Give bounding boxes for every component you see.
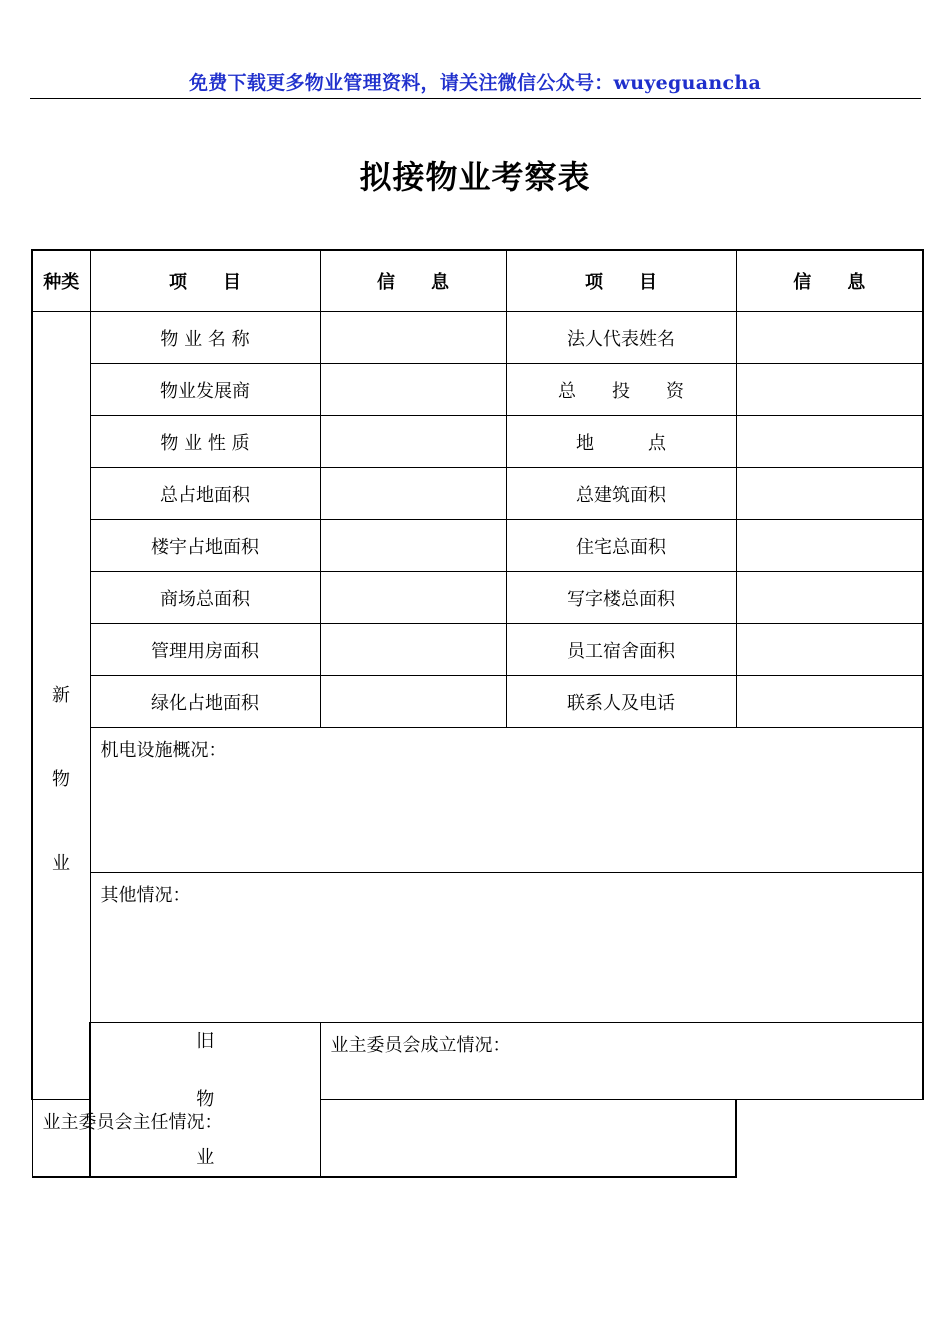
row-label-left: 物 业 名 称 bbox=[90, 312, 320, 364]
section-old-char-3: 业 bbox=[196, 1147, 215, 1168]
other-situation-label: 其他情况： bbox=[100, 885, 191, 906]
row-value-right[interactable] bbox=[736, 520, 923, 572]
row-label-left: 商场总面积 bbox=[90, 572, 320, 624]
row-value-left[interactable] bbox=[320, 364, 506, 416]
row-value-left[interactable] bbox=[320, 520, 506, 572]
table-row bbox=[32, 416, 923, 468]
committee-chair-note[interactable] bbox=[32, 1100, 736, 1178]
section-new-char-3: 业 bbox=[52, 853, 70, 874]
row-label-left: 管理用房面积 bbox=[90, 624, 320, 676]
committee-chair-label: 业主委员会主任情况： bbox=[42, 1112, 223, 1133]
note-row-committee-established bbox=[32, 1023, 923, 1100]
row-label-right: 联系人及电话 bbox=[506, 676, 736, 728]
row-value-left[interactable] bbox=[320, 468, 506, 520]
row-label-left: 总占地面积 bbox=[90, 468, 320, 520]
row-value-left[interactable] bbox=[320, 416, 506, 468]
note-row-committee-chair bbox=[32, 1100, 923, 1178]
header-item-left: 项 目 bbox=[90, 250, 320, 312]
row-label-right: 住宅总面积 bbox=[506, 520, 736, 572]
row-label-left: 物 业 性 质 bbox=[90, 416, 320, 468]
row-value-right[interactable] bbox=[736, 676, 923, 728]
row-label-right: 地 点 bbox=[506, 416, 736, 468]
header-category: 种类 bbox=[32, 250, 90, 312]
row-label-right: 法人代表姓名 bbox=[506, 312, 736, 364]
header-info-right: 信 息 bbox=[736, 250, 923, 312]
section-new-char-2: 物 bbox=[52, 769, 70, 790]
table-row bbox=[32, 676, 923, 728]
row-label-right: 员工宿舍面积 bbox=[506, 624, 736, 676]
inspection-form-table bbox=[31, 249, 924, 1178]
row-value-right[interactable] bbox=[736, 468, 923, 520]
page-title: 拟接物业考察表 bbox=[359, 158, 591, 196]
committee-established-label: 业主委员会成立情况： bbox=[330, 1035, 511, 1056]
table-row bbox=[32, 312, 923, 364]
mechanical-facilities-label: 机电设施概况： bbox=[100, 740, 227, 761]
header-info-left: 信 息 bbox=[320, 250, 506, 312]
committee-established-note[interactable] bbox=[320, 1023, 923, 1100]
table-row bbox=[32, 572, 923, 624]
header-banner: 免费下载更多物业管理资料，请关注微信公众号：wuyeguancha bbox=[188, 72, 762, 94]
note-row-other bbox=[32, 873, 923, 1023]
section-old-char-2: 物 bbox=[196, 1089, 215, 1110]
other-situation-note[interactable] bbox=[90, 873, 923, 1023]
row-label-left: 楼宇占地面积 bbox=[90, 520, 320, 572]
mechanical-facilities-note[interactable] bbox=[90, 728, 923, 873]
section-old-char-1: 旧 bbox=[196, 1031, 215, 1052]
section-new-property bbox=[32, 312, 90, 1100]
row-value-left[interactable] bbox=[320, 676, 506, 728]
row-value-right[interactable] bbox=[736, 624, 923, 676]
row-label-right: 总建筑面积 bbox=[506, 468, 736, 520]
row-value-right[interactable] bbox=[736, 364, 923, 416]
row-value-left[interactable] bbox=[320, 572, 506, 624]
row-value-right[interactable] bbox=[736, 312, 923, 364]
row-value-left[interactable] bbox=[320, 312, 506, 364]
note-row-mechanical bbox=[32, 728, 923, 873]
row-label-left: 绿化占地面积 bbox=[90, 676, 320, 728]
table-row bbox=[32, 364, 923, 416]
row-value-left[interactable] bbox=[320, 624, 506, 676]
table-row bbox=[32, 468, 923, 520]
row-label-left: 物业发展商 bbox=[90, 364, 320, 416]
table-row bbox=[32, 520, 923, 572]
row-value-right[interactable] bbox=[736, 572, 923, 624]
row-label-right: 写字楼总面积 bbox=[506, 572, 736, 624]
table-row bbox=[32, 624, 923, 676]
section-new-char-1: 新 bbox=[52, 685, 70, 706]
header-item-right: 项 目 bbox=[506, 250, 736, 312]
row-value-right[interactable] bbox=[736, 416, 923, 468]
header-divider bbox=[30, 98, 921, 99]
table-header-row bbox=[32, 250, 923, 312]
row-label-right: 总 投 资 bbox=[506, 364, 736, 416]
